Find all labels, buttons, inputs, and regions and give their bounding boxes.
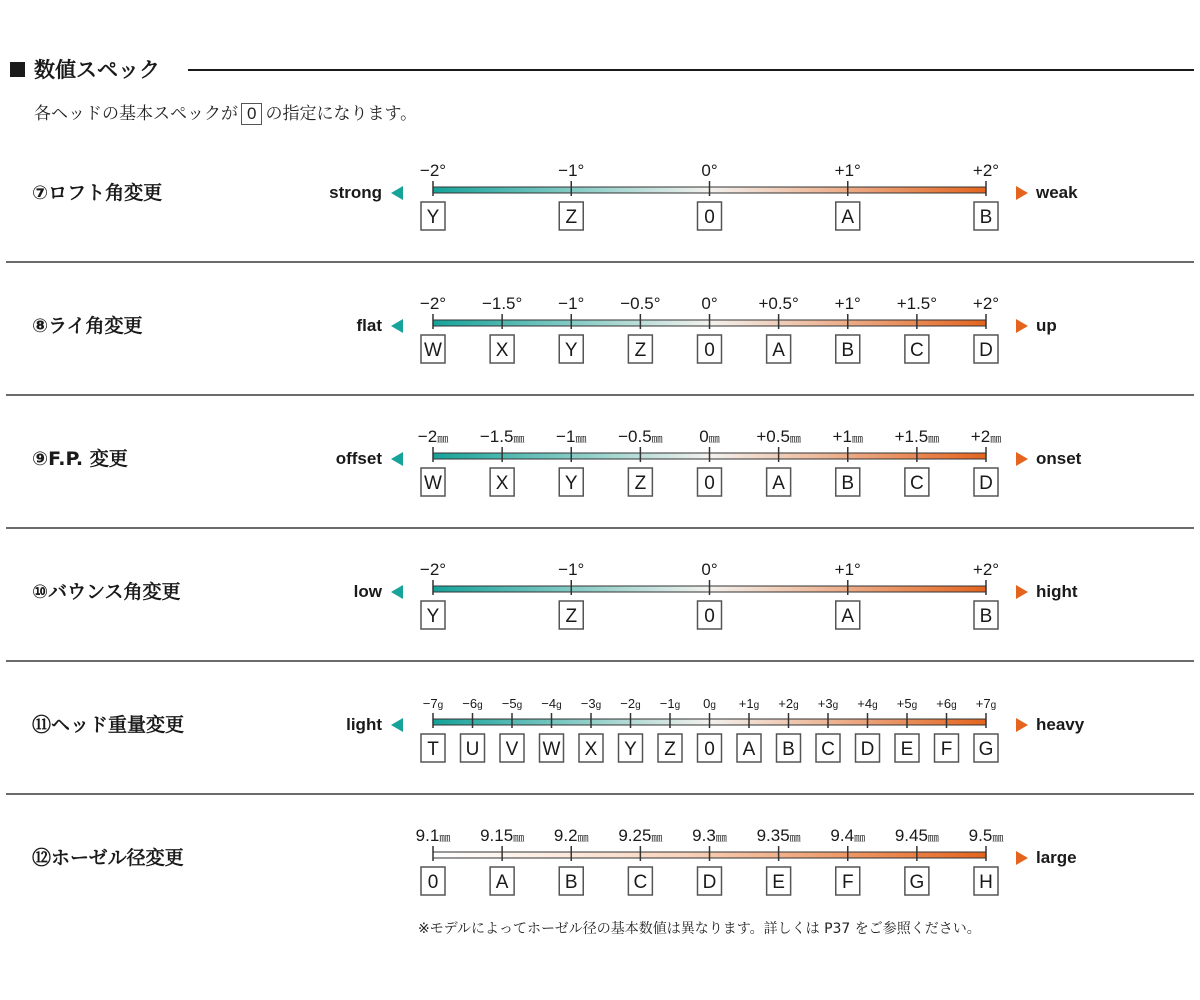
tick-unit: ㎜ — [789, 433, 801, 445]
letter-code: W — [424, 473, 442, 494]
letter-code: C — [910, 473, 924, 494]
tick-unit: ° — [710, 560, 718, 579]
right-word-lie: up — [1036, 316, 1057, 335]
tick-label — [480, 427, 526, 446]
right-word-weight: heavy — [1036, 715, 1085, 734]
letter-code: 0 — [704, 739, 715, 760]
tick-unit: g — [990, 700, 997, 711]
tick-value: +2 — [972, 294, 993, 313]
tick-unit: g — [595, 700, 602, 711]
tick-unit: ° — [710, 294, 718, 313]
row-divider — [6, 793, 1194, 795]
tick-unit: g — [516, 700, 523, 711]
tick-value: −6 — [462, 696, 478, 711]
letter-code: A — [841, 606, 855, 627]
tick-label — [558, 294, 584, 313]
letter-code: Y — [624, 739, 637, 760]
tick-unit: ° — [854, 161, 861, 180]
tick-label — [480, 826, 525, 845]
tick-label — [558, 560, 584, 579]
tick-value: +1 — [738, 696, 754, 711]
tick-label — [757, 826, 802, 845]
right-word-loft: weak — [1036, 183, 1078, 202]
row-divider — [6, 527, 1194, 529]
letter-code: Z — [565, 606, 578, 627]
right-arrow-icon — [1016, 851, 1028, 865]
tick-label — [699, 427, 720, 446]
tick-label — [973, 161, 999, 180]
tick-unit: g — [872, 700, 878, 711]
letter-code: V — [505, 739, 519, 760]
letter-code: 0 — [704, 340, 715, 361]
tick-unit: ㎜ — [990, 433, 1002, 445]
tick-unit: ㎜ — [575, 433, 587, 445]
tick-unit: ° — [992, 560, 1000, 579]
tick-unit: g — [911, 700, 918, 711]
tick-unit: ㎜ — [854, 832, 866, 844]
tick-unit: g — [437, 700, 444, 711]
tick-label — [502, 696, 522, 711]
square-bullet-icon — [10, 62, 25, 77]
row-divider — [6, 261, 1194, 263]
letter-code: A — [772, 340, 785, 361]
tick-label — [895, 826, 940, 845]
header-rule — [188, 69, 1194, 71]
left-word-bounce: low — [353, 582, 382, 601]
tick-unit: ㎜ — [651, 433, 663, 445]
tick-value: +1 — [832, 427, 852, 446]
right-word-bounce: hight — [1036, 582, 1078, 601]
tick-label — [835, 294, 861, 313]
left-word-loft: strong — [329, 183, 382, 202]
tick-label — [833, 427, 864, 446]
tick-value: −1.5 — [481, 294, 516, 313]
intro-text — [34, 102, 417, 126]
tick-unit: ° — [577, 161, 585, 180]
intro-before: 各ヘッドの基本スペックが — [34, 104, 238, 124]
intro-boxed-zero: 0 — [241, 103, 262, 125]
tick-value: 0 — [701, 294, 711, 313]
tick-unit: g — [753, 700, 760, 711]
tick-unit: ° — [992, 161, 1000, 180]
row-label-fp: ⑨F.P. 変更 — [32, 448, 128, 470]
tick-label — [857, 696, 877, 711]
tick-value: +6 — [936, 696, 952, 711]
tick-label — [758, 294, 798, 313]
letter-code: A — [772, 473, 785, 494]
footnote: ※モデルによってホーゼル径の基本数値は異なります。詳しくは P37 をご参照ください。 — [418, 921, 981, 937]
tick-value: 9.1 — [415, 826, 440, 845]
tick-unit: ㎜ — [927, 832, 939, 844]
tick-unit: ° — [930, 294, 938, 313]
tick-value: −7 — [422, 696, 438, 711]
letter-code: B — [979, 207, 993, 228]
tick-label — [618, 427, 664, 446]
letter-code: A — [841, 207, 855, 228]
tick-value: +0.5 — [758, 294, 792, 313]
tick-value: −1 — [556, 427, 576, 446]
tick-value: −3 — [580, 696, 596, 711]
letter-code: D — [702, 872, 717, 893]
letter-code: B — [564, 872, 578, 893]
tick-label — [541, 696, 561, 711]
tick-value: −1 — [558, 294, 578, 313]
tick-value: −2 — [417, 427, 438, 446]
tick-unit: ㎜ — [577, 832, 589, 844]
right-arrow-icon — [1016, 452, 1028, 466]
letter-code: X — [495, 473, 509, 494]
tick-unit: ° — [577, 560, 585, 579]
tick-unit: ° — [653, 294, 661, 313]
tick-unit: ㎜ — [708, 433, 720, 445]
tick-value: −5 — [501, 696, 517, 711]
tick-value: 9.5 — [968, 826, 993, 845]
letter-code: A — [495, 872, 509, 893]
letter-code: E — [900, 739, 914, 760]
row-divider — [6, 660, 1194, 662]
tick-unit: ㎜ — [439, 832, 451, 844]
tick-value: −2 — [620, 696, 636, 711]
tick-label — [739, 696, 759, 711]
tick-value: 9.3 — [692, 826, 716, 845]
tick-unit: g — [635, 700, 641, 711]
tick-label — [971, 427, 1002, 446]
right-arrow-icon — [1016, 319, 1028, 333]
tick-value: 9.2 — [553, 826, 578, 845]
tick-value: −1 — [558, 560, 578, 579]
letter-code: Z — [565, 207, 578, 228]
tick-label — [620, 294, 660, 313]
tick-unit: g — [793, 700, 799, 711]
right-arrow-icon — [1016, 585, 1028, 599]
tick-unit: ° — [792, 294, 799, 313]
tick-value: +1.5 — [896, 294, 931, 313]
tick-value: +3 — [817, 696, 833, 711]
tick-value: 9.35 — [756, 826, 790, 845]
tick-label — [420, 161, 446, 180]
tick-label — [423, 696, 443, 711]
tick-label — [701, 294, 717, 313]
tick-value: −1.5 — [479, 427, 514, 446]
tick-label — [703, 696, 716, 711]
right-arrow-icon — [1016, 718, 1028, 732]
tick-value: +2 — [778, 696, 794, 711]
tick-label — [936, 696, 956, 711]
tick-value: −2 — [419, 560, 440, 579]
tick-unit: ㎜ — [437, 433, 449, 445]
row-label-loft: ⑦ロフト角変更 — [32, 182, 163, 204]
section-title: 数値スペック — [34, 58, 160, 82]
letter-code: A — [742, 739, 756, 760]
tick-label — [897, 696, 917, 711]
tick-label — [778, 696, 798, 711]
row-divider — [6, 394, 1194, 396]
letter-code: B — [782, 739, 795, 760]
letter-code: B — [841, 340, 855, 361]
tick-value: 9.4 — [830, 826, 855, 845]
tick-value: +5 — [896, 696, 912, 711]
tick-value: +1 — [834, 161, 855, 180]
tick-unit: ㎜ — [513, 832, 525, 844]
letter-code: Y — [426, 606, 440, 627]
tick-unit: ㎜ — [513, 433, 525, 445]
tick-unit: ° — [439, 161, 447, 180]
row-label-hosel: ⑫ホーゼル径変更 — [32, 847, 184, 869]
tick-unit: ㎜ — [789, 832, 801, 844]
tick-unit: ° — [515, 294, 523, 313]
tick-value: −1 — [558, 161, 578, 180]
letter-code: D — [860, 739, 875, 760]
letter-code: C — [910, 340, 924, 361]
tick-value: 0 — [703, 696, 711, 711]
tick-value: +2 — [970, 427, 991, 446]
left-word-lie: flat — [356, 316, 382, 335]
row-label-bounce: ⑩バウンス角変更 — [32, 581, 181, 603]
letter-code: X — [584, 739, 598, 760]
left-word-weight: light — [346, 715, 382, 734]
tick-unit: ° — [992, 294, 1000, 313]
tick-unit: g — [951, 700, 957, 711]
letter-code: F — [841, 872, 854, 893]
tick-value: −1 — [659, 696, 675, 711]
tick-unit: ° — [854, 294, 861, 313]
tick-label — [418, 427, 449, 446]
tick-label — [897, 294, 937, 313]
tick-value: +2 — [972, 560, 993, 579]
tick-label — [701, 161, 717, 180]
tick-label — [895, 427, 941, 446]
tick-value: +1 — [834, 294, 855, 313]
tick-value: −4 — [541, 696, 557, 711]
tick-label — [420, 294, 446, 313]
tick-value: 0 — [701, 161, 711, 180]
letter-code: B — [979, 606, 993, 627]
letter-code: Z — [634, 473, 647, 494]
tick-unit: g — [710, 700, 716, 711]
tick-value: 9.15 — [480, 826, 514, 845]
tick-unit: ° — [439, 560, 447, 579]
letter-code: U — [465, 739, 480, 760]
tick-label — [420, 560, 446, 579]
tick-value: +2 — [972, 161, 993, 180]
right-arrow-icon — [1016, 186, 1028, 200]
tick-unit: g — [832, 700, 839, 711]
letter-code: 0 — [427, 872, 439, 893]
tick-unit: g — [674, 700, 681, 711]
letter-code: T — [427, 739, 439, 760]
letter-code: X — [495, 340, 509, 361]
section-header — [8, 56, 1194, 86]
tick-label — [969, 826, 1005, 845]
tick-value: +0.5 — [756, 427, 790, 446]
tick-value: 0 — [701, 560, 711, 579]
tick-value: −0.5 — [620, 294, 654, 313]
letter-code: G — [978, 739, 994, 760]
letter-code: E — [772, 872, 785, 893]
tick-label — [976, 696, 996, 711]
row-label-weight: ⑪ヘッド重量変更 — [32, 714, 185, 736]
tick-unit: g — [556, 700, 562, 711]
letter-code: 0 — [704, 207, 715, 228]
tick-value: +7 — [975, 696, 991, 711]
tick-value: +1.5 — [894, 427, 929, 446]
letter-code: H — [979, 872, 993, 893]
letter-code: W — [424, 340, 442, 361]
letter-code: D — [979, 340, 993, 361]
right-word-fp: onset — [1036, 449, 1082, 468]
tick-label — [835, 560, 861, 579]
tick-value: −0.5 — [618, 427, 652, 446]
letter-code: 0 — [704, 606, 715, 627]
tick-value: +4 — [857, 696, 873, 711]
tick-unit: ㎜ — [651, 832, 663, 844]
tick-label — [618, 826, 663, 845]
tick-label — [660, 696, 680, 711]
tick-value: 9.45 — [894, 826, 928, 845]
tick-label — [581, 696, 601, 711]
intro-after: の指定になります。 — [265, 104, 418, 124]
letter-code: C — [633, 872, 648, 893]
letter-code: F — [940, 739, 953, 760]
tick-label — [756, 427, 802, 446]
tick-unit: ° — [439, 294, 447, 313]
tick-label — [830, 826, 866, 845]
tick-unit: ㎜ — [715, 832, 727, 844]
letter-code: B — [841, 473, 855, 494]
letter-code: Y — [426, 207, 440, 228]
letter-code: D — [979, 473, 993, 494]
tick-value: 9.25 — [618, 826, 652, 845]
tick-label — [556, 427, 587, 446]
tick-value: −2 — [419, 294, 440, 313]
tick-label — [701, 560, 717, 579]
tick-value: +1 — [834, 560, 855, 579]
tick-value: 0 — [699, 427, 709, 446]
tick-value: −2 — [419, 161, 440, 180]
right-word-hosel: large — [1036, 848, 1077, 867]
tick-label — [558, 161, 584, 180]
tick-unit: ㎜ — [992, 832, 1004, 844]
letter-code: Z — [634, 340, 647, 361]
letter-code: W — [542, 739, 561, 760]
letter-code: G — [909, 872, 925, 893]
tick-label — [818, 696, 838, 711]
tick-label — [620, 696, 640, 711]
letter-code: 0 — [704, 473, 715, 494]
tick-label — [973, 294, 999, 313]
tick-label — [973, 560, 999, 579]
tick-unit: g — [477, 700, 483, 711]
tick-label — [692, 826, 728, 845]
tick-unit: ㎜ — [851, 433, 863, 445]
tick-label — [482, 294, 522, 313]
tick-unit: ° — [854, 560, 861, 579]
left-word-fp: offset — [335, 449, 382, 468]
tick-unit: ° — [577, 294, 585, 313]
letter-code: Z — [664, 739, 676, 760]
tick-label — [462, 696, 482, 711]
letter-code: Y — [564, 473, 578, 494]
tick-unit: ° — [710, 161, 718, 180]
tick-label — [835, 161, 861, 180]
tick-unit: ㎜ — [928, 433, 940, 445]
letter-code: Y — [564, 340, 578, 361]
tick-label — [554, 826, 590, 845]
letter-code: C — [821, 739, 835, 760]
row-label-lie: ⑧ライ角変更 — [32, 315, 143, 337]
tick-label — [416, 826, 452, 845]
